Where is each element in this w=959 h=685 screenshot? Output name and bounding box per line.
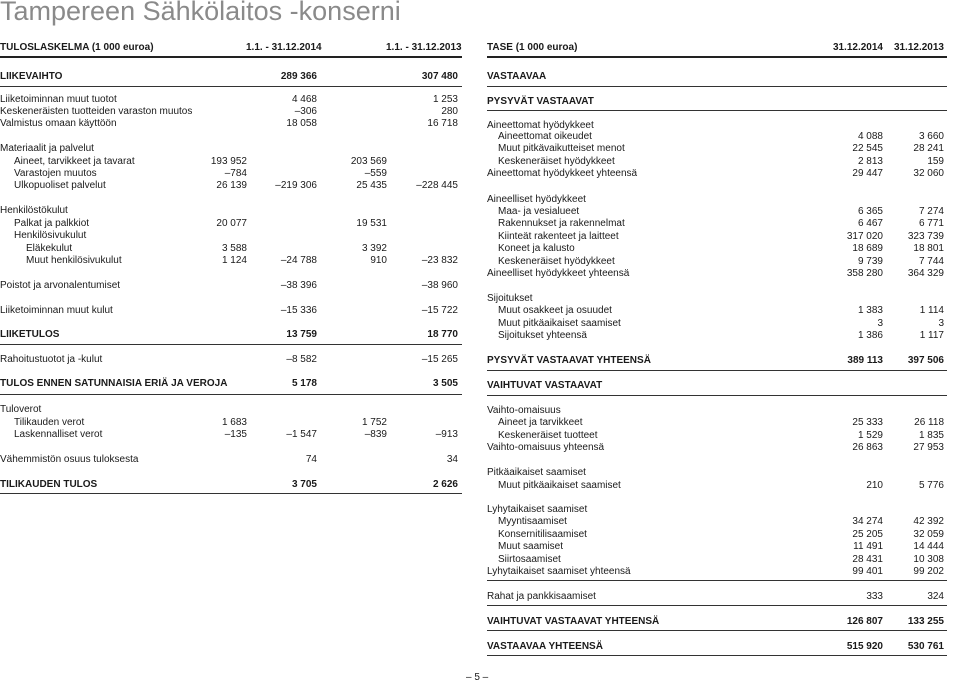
balance-value-2013: 14 444: [913, 541, 944, 552]
balance-value-2014: 99 401: [852, 566, 883, 577]
balance-value-2013: 364 329: [907, 268, 944, 279]
balance-value-2014: 1 386: [857, 330, 883, 341]
income-value-2014: –219 306: [275, 180, 317, 191]
income-row-label: Henkilösivukulut: [14, 230, 87, 241]
balance-row-label: Konsernitilisaamiset: [498, 529, 587, 540]
income-value-2013-sub: 1 752: [361, 417, 387, 428]
balance-row-label: Siirtosaamiset: [498, 554, 561, 565]
rule-line: [487, 86, 947, 87]
income-row-label: Vähemmistön osuus tuloksesta: [0, 454, 139, 465]
balance-value-2013: 32 060: [913, 168, 944, 179]
balance-row-label: Aineet ja tarvikkeet: [498, 417, 583, 428]
income-row-label: Ulkopuoliset palvelut: [14, 180, 106, 191]
balance-value-2014: 6 365: [857, 206, 883, 217]
rule-line: [0, 344, 462, 345]
balance-value-2013: 397 506: [907, 355, 944, 366]
balance-value-2013: 10 308: [913, 554, 944, 565]
income-value-2014: –8 582: [286, 354, 317, 365]
balance-value-2013: 6 771: [918, 218, 944, 229]
balance-row-label: Sijoitukset yhteensä: [498, 330, 587, 341]
income-value-2013: 34: [446, 454, 458, 465]
income-row-label: Tilikauden verot: [14, 417, 85, 428]
balance-value-2013: 1 117: [919, 330, 944, 341]
income-row-label: Tuloverot: [0, 404, 42, 415]
balance-value-2013: 18 801: [913, 243, 944, 254]
balance-value-2014: 333: [866, 591, 883, 602]
income-value-2014: –24 788: [280, 255, 317, 266]
income-value-2013-sub: 25 435: [356, 180, 387, 191]
balance-row-label: Aineelliset hyödykkeet: [487, 194, 586, 205]
balance-row-label: Pitkäaikaiset saamiset: [487, 467, 586, 478]
balance-value-2013: 3: [938, 318, 944, 329]
balance-row-label: Rakennukset ja rakennelmat: [498, 218, 625, 229]
rule-line: [487, 580, 947, 581]
income-row-label: LIIKETULOS: [0, 329, 60, 340]
income-value-2014-sub: –784: [224, 168, 247, 179]
column-header-2013: 1.1. - 31.12.2013: [386, 42, 462, 53]
balance-value-2014: 515 920: [846, 641, 883, 652]
rule-line: [0, 56, 462, 58]
balance-row-label: Aineettomat hyödykkeet yhteensä: [487, 168, 638, 179]
income-row-label: LIIKEVAIHTO: [0, 71, 63, 82]
page-number: – 5 –: [466, 672, 489, 683]
income-value-2014-sub: –135: [224, 429, 247, 440]
income-row-label: Keskeneräisten tuotteiden varaston muutos: [0, 106, 193, 117]
income-value-2014: 289 366: [280, 71, 317, 82]
balance-value-2014: 11 491: [853, 541, 883, 552]
rule-line: [487, 655, 947, 656]
income-value-2014: –1 547: [286, 429, 317, 440]
balance-row-label: Muut pitkävaikutteiset menot: [498, 143, 625, 154]
balance-row-label: Keskeneräiset hyödykkeet: [498, 256, 615, 267]
balance-row-label: VAIHTUVAT VASTAAVAT YHTEENSÄ: [487, 616, 660, 627]
balance-value-2014: 25 333: [852, 417, 883, 428]
balance-value-2014: 25 205: [852, 529, 883, 540]
income-value-2013: –23 832: [421, 255, 458, 266]
balance-row-label: Rahat ja pankkisaamiset: [487, 591, 596, 602]
income-value-2013: –38 960: [421, 280, 458, 291]
income-row-label: TILIKAUDEN TULOS: [0, 479, 98, 490]
income-value-2014: –38 396: [280, 280, 317, 291]
income-value-2014: 74: [305, 454, 317, 465]
income-value-2014: –306: [294, 106, 317, 117]
income-statement-header: TULOSLASKELMA (1 000 euroa): [0, 42, 154, 53]
income-value-2013: 280: [441, 106, 458, 117]
balance-value-2014: 4 088: [857, 131, 883, 142]
balance-value-2014: 126 807: [846, 616, 883, 627]
rule-line: [487, 605, 947, 606]
income-value-2013: 1 253: [432, 94, 458, 105]
balance-row-label: VAIHTUVAT VASTAAVAT: [487, 380, 603, 391]
balance-row-label: VASTAAVAA: [487, 71, 547, 82]
income-value-2014-sub: 26 139: [216, 180, 247, 191]
income-row-label: Muut henkilösivukulut: [26, 255, 122, 266]
income-row-label: Varastojen muutos: [14, 168, 97, 179]
balance-row-label: Keskeneräiset hyödykkeet: [498, 156, 615, 167]
balance-value-2013: 133 255: [907, 616, 944, 627]
income-value-2013-sub: 910: [370, 255, 387, 266]
income-row-label: Rahoitustuotot ja -kulut: [0, 354, 103, 365]
income-row-label: Aineet, tarvikkeet ja tavarat: [14, 156, 135, 167]
balance-value-2013: 5 776: [918, 480, 944, 491]
balance-value-2014: 29 447: [852, 168, 883, 179]
income-row-label: Liiketoiminnan muut kulut: [0, 305, 113, 316]
balance-row-label: Myyntisaamiset: [498, 516, 567, 527]
balance-row-label: VASTAAVAA YHTEENSÄ: [487, 641, 603, 652]
page-title: Tampereen Sähkölaitos -konserni: [0, 0, 401, 26]
rule-line: [487, 370, 947, 371]
income-value-2014-sub: 193 952: [210, 156, 247, 167]
balance-value-2014: 18 689: [852, 243, 883, 254]
income-row-label: Palkat ja palkkiot: [14, 218, 90, 229]
balance-value-2014: 2 813: [857, 156, 883, 167]
rule-line: [0, 394, 462, 395]
balance-row-label: Lyhytaikaiset saamiset: [487, 504, 588, 515]
income-value-2014: 5 178: [291, 378, 317, 389]
balance-value-2013: 7 274: [918, 206, 944, 217]
income-value-2014-sub: 1 124: [221, 255, 247, 266]
balance-value-2014: 1 529: [857, 430, 883, 441]
balance-row-label: Muut osakkeet ja osuudet: [498, 305, 612, 316]
income-value-2014: 4 468: [291, 94, 317, 105]
income-value-2013-sub: –839: [364, 429, 387, 440]
balance-value-2014: 1 383: [857, 305, 883, 316]
balance-value-2014: 358 280: [846, 268, 883, 279]
balance-value-2014: 3: [877, 318, 883, 329]
income-value-2014-sub: 1 683: [221, 417, 247, 428]
income-row-label: Valmistus omaan käyttöön: [0, 118, 117, 129]
balance-row-label: Muut pitkäaikaiset saamiset: [498, 318, 621, 329]
income-row-label: Poistot ja arvonalentumiset: [0, 280, 121, 291]
balance-value-2013: 7 744: [918, 256, 944, 267]
balance-value-2013: 3 660: [918, 131, 944, 142]
balance-row-label: Koneet ja kalusto: [498, 243, 575, 254]
balance-value-2013: 99 202: [913, 566, 944, 577]
balance-value-2013: 42 392: [913, 516, 944, 527]
income-value-2013: –15 265: [421, 354, 458, 365]
balance-row-label: Sijoitukset: [487, 293, 533, 304]
balance-value-2013: 159: [927, 156, 944, 167]
balance-value-2013: 530 761: [907, 641, 944, 652]
balance-row-label: Aineettomat oikeudet: [498, 131, 592, 142]
balance-value-2013: 26 118: [914, 417, 944, 428]
income-value-2013-sub: 203 569: [350, 156, 387, 167]
balance-value-2013: 32 059: [913, 529, 944, 540]
balance-value-2013: 323 739: [907, 231, 944, 242]
balance-row-label: Vaihto-omaisuus: [487, 405, 561, 416]
balance-row-label: Maa- ja vesialueet: [498, 206, 580, 217]
income-value-2013: 18 770: [427, 329, 458, 340]
balance-value-2014: 389 113: [847, 355, 883, 366]
income-value-2014: 18 058: [286, 118, 317, 129]
balance-row-label: Vaihto-omaisuus yhteensä: [487, 442, 605, 453]
balance-value-2014: 22 545: [852, 143, 883, 154]
income-value-2013-sub: 3 392: [361, 243, 387, 254]
column-header-2014: 1.1. - 31.12.2014: [246, 42, 322, 53]
balance-value-2014: 34 274: [852, 516, 883, 527]
balance-row-label: Kiinteät rakenteet ja laitteet: [498, 231, 619, 242]
column-header-2013: 31.12.2013: [893, 42, 944, 53]
income-value-2013-sub: –559: [364, 168, 387, 179]
balance-sheet-header: TASE (1 000 euroa): [487, 42, 578, 53]
column-header-2014: 31.12.2014: [832, 42, 883, 53]
income-row-label: Henkilöstökulut: [0, 205, 68, 216]
income-value-2013: 2 626: [432, 479, 458, 490]
balance-row-label: PYSYVÄT VASTAAVAT: [487, 96, 594, 107]
income-row-label: Eläkekulut: [26, 243, 73, 254]
balance-value-2014: 9 739: [857, 256, 883, 267]
income-value-2013: 3 505: [432, 378, 458, 389]
balance-row-label: Muut saamiset: [498, 541, 564, 552]
income-row-label: TULOS ENNEN SATUNNAISIA ERIÄ JA VEROJA: [0, 378, 228, 389]
balance-row-label: Aineelliset hyödykkeet yhteensä: [487, 268, 630, 279]
income-value-2013: 307 480: [421, 71, 458, 82]
income-value-2014: 3 705: [291, 479, 317, 490]
income-value-2013: 16 718: [427, 118, 458, 129]
rule-line: [487, 395, 947, 396]
rule-line: [0, 493, 462, 494]
balance-row-label: PYSYVÄT VASTAAVAT YHTEENSÄ: [487, 355, 651, 366]
balance-value-2014: 317 020: [846, 231, 883, 242]
rule-line: [0, 86, 462, 87]
income-row-label: Materiaalit ja palvelut: [0, 143, 94, 154]
income-value-2013-sub: 19 531: [356, 218, 387, 229]
income-row-label: Liiketoiminnan muut tuotot: [0, 94, 117, 105]
income-row-label: Laskennalliset verot: [14, 429, 103, 440]
rule-line: [487, 110, 947, 111]
balance-value-2014: 26 863: [852, 442, 883, 453]
balance-value-2013: 1 114: [919, 305, 944, 316]
income-value-2014-sub: 20 077: [216, 218, 247, 229]
balance-row-label: Keskeneräiset tuotteet: [498, 430, 598, 441]
balance-value-2013: 324: [927, 591, 944, 602]
balance-value-2014: 28 431: [852, 554, 883, 565]
rule-line: [487, 630, 947, 631]
income-value-2013: –15 722: [421, 305, 458, 316]
balance-value-2013: 1 835: [918, 430, 944, 441]
income-value-2014-sub: 3 588: [221, 243, 247, 254]
balance-row-label: Muut pitkäaikaiset saamiset: [498, 480, 621, 491]
balance-value-2014: 210: [866, 480, 883, 491]
balance-row-label: Aineettomat hyödykkeet: [487, 120, 594, 131]
balance-row-label: Lyhytaikaiset saamiset yhteensä: [487, 566, 631, 577]
balance-value-2013: 27 953: [913, 442, 944, 453]
income-value-2014: –15 336: [280, 305, 317, 316]
income-value-2013: –228 445: [416, 180, 458, 191]
balance-value-2014: 6 467: [857, 218, 883, 229]
income-value-2014: 13 759: [286, 329, 317, 340]
balance-value-2013: 28 241: [913, 143, 944, 154]
rule-line: [487, 56, 947, 58]
income-value-2013: –913: [435, 429, 458, 440]
